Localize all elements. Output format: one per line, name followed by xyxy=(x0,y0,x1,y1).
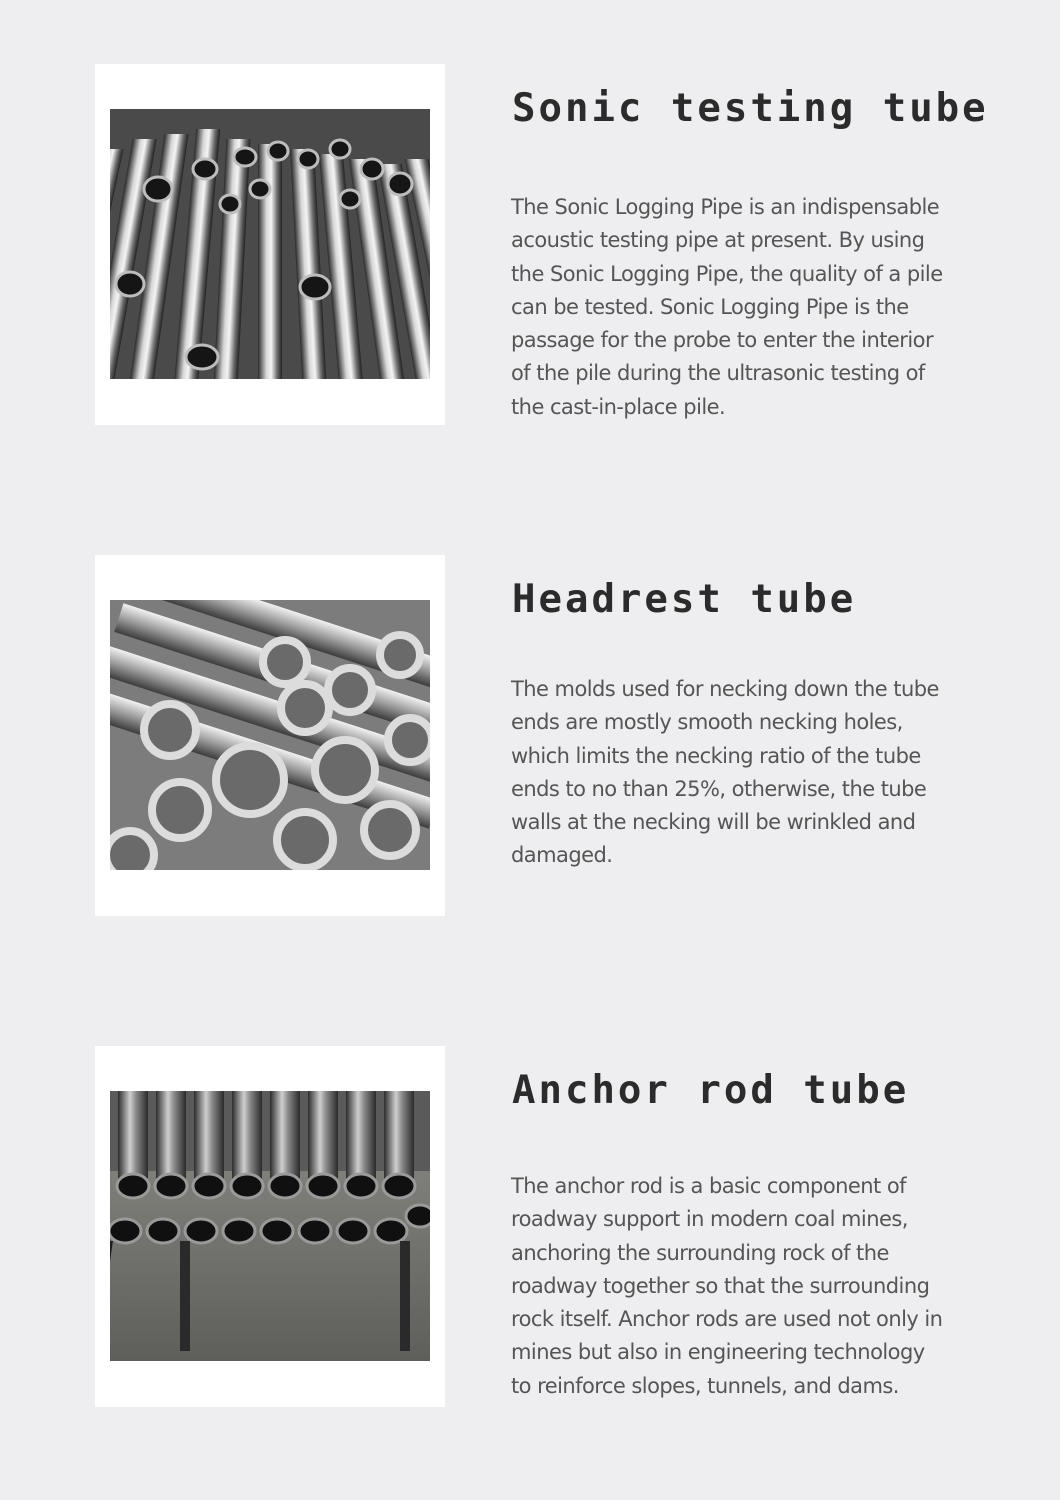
product-title: Sonic testing tube xyxy=(512,86,989,131)
product-title: Headrest tube xyxy=(512,577,857,622)
product-section-anchor xyxy=(0,1046,1060,1408)
product-section-headrest xyxy=(0,555,1060,917)
product-image-card xyxy=(95,1046,445,1407)
product-image-card xyxy=(95,555,445,916)
product-title: Anchor rod tube xyxy=(512,1068,910,1113)
product-section-sonic xyxy=(0,64,1060,426)
product-description: The anchor rod is a basic component of roadway support in modern coal mines, anchoring the surrounding rock of the roadway together so that the surrounding rock itself. Anchor rods are used not only in mines but also in engineering technology to reinforce slopes, tunnels, and dams. xyxy=(511,1174,943,1398)
product-description: The Sonic Logging Pipe is an indispensable acoustic testing pipe at present. By using the Sonic Logging Pipe, the quality of a pile can be tested. Sonic Logging Pipe is the passage for the probe to enter the interior of the pile during the ultrasonic testing of the cast-in-place pile. xyxy=(511,195,943,419)
sonic-tube-photo xyxy=(110,109,430,379)
anchor-rod-tube-photo xyxy=(110,1091,430,1361)
product-image-card xyxy=(95,64,445,425)
headrest-tube-photo xyxy=(110,600,430,870)
product-description: The molds used for necking down the tube ends are mostly smooth necking holes, which limits the necking ratio of the tube ends to no than 25%, otherwise, the tube walls at the necking will be wrinkled and damaged. xyxy=(511,677,939,868)
